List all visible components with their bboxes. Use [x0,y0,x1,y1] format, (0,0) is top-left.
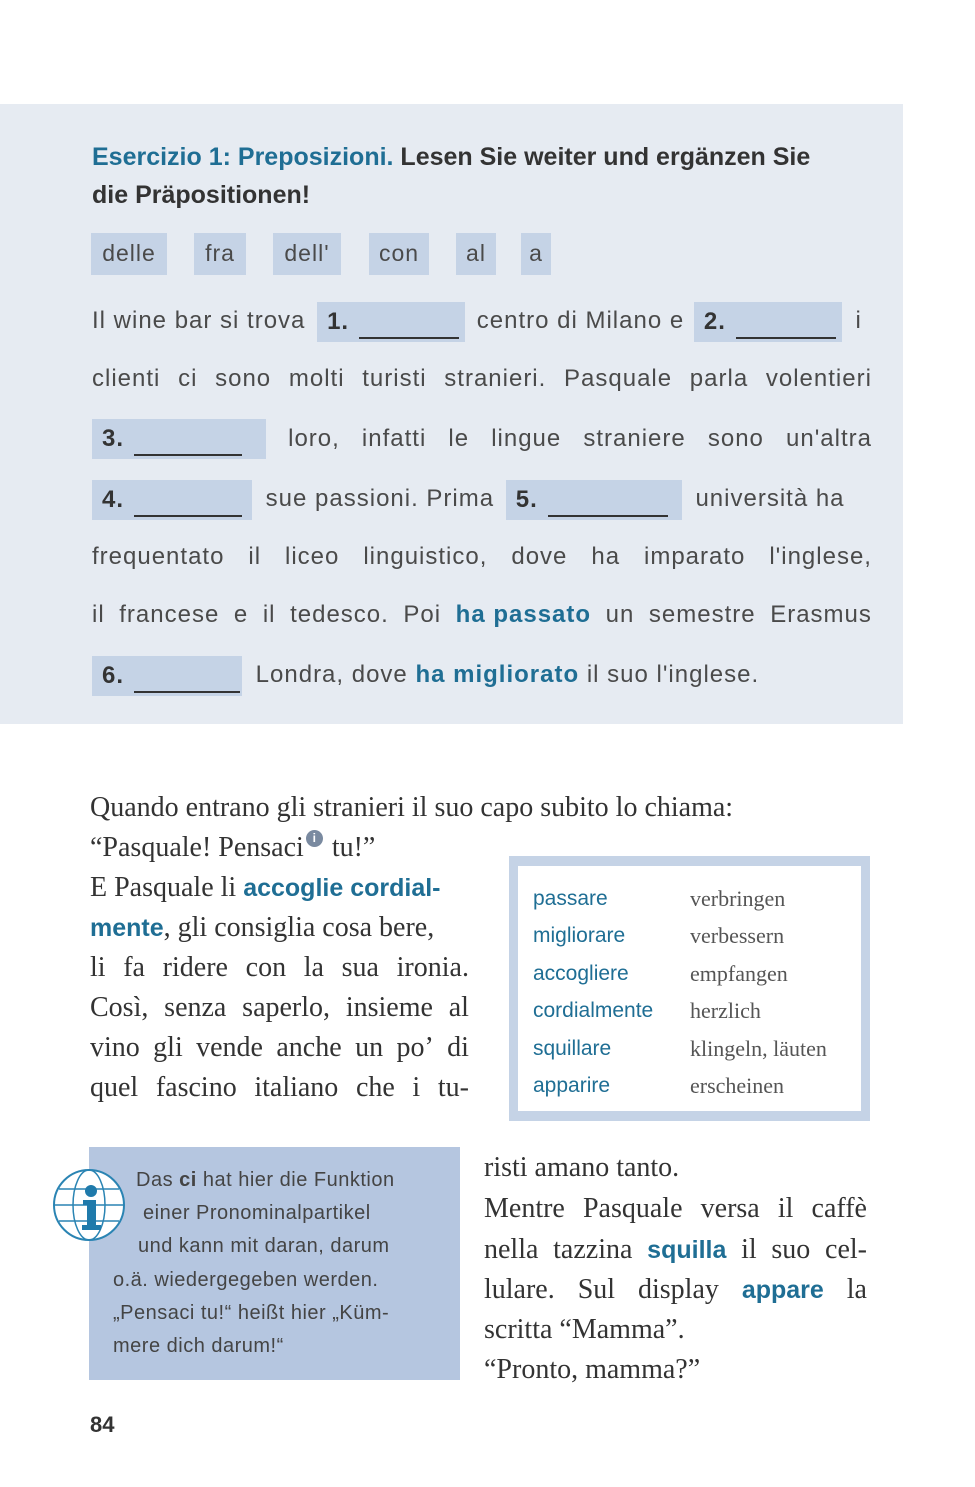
blank-6[interactable]: 6. [92,656,242,696]
exercise-line-2: clienti ci sono molti turisti stranieri. Pasquale parla volentieri [92,365,872,392]
keyword-accoglie-cordialmente: accoglie cordial- [243,874,441,902]
blank-2[interactable]: 2. [694,302,842,342]
note-line-5: „Pensaci tu!“ heißt hier „Küm- [113,1302,390,1324]
info-icon[interactable]: i [306,830,323,847]
story-line-6: Così, senza saperlo, insieme al [90,992,469,1023]
blank-1[interactable]: 1. [317,302,465,342]
blank-5[interactable]: 5. [506,480,682,520]
story-line-10: Mentre Pasquale versa il caffè [484,1193,867,1224]
blank-4[interactable]: 4. [92,480,252,520]
exercise-line-4: 4. sue passioni. Prima 5. università ha [92,479,872,520]
story-line-9: risti amano tanto. [484,1152,680,1183]
note-line-2: einer Pronominalpartikel [143,1202,371,1224]
exercise-line-5: frequentato il liceo linguistico, dove ha imparato l'inglese, [92,543,872,570]
story-line-8: quel fascino italiano che i tu- [90,1072,469,1103]
text-segment: centro di Milano e [476,307,685,334]
exercise-title-accent: Esercizio 1: Preposizioni. [92,143,394,171]
info-globe-icon [51,1167,127,1243]
story-line-4: mente, gli consiglia cosa bere, [90,912,435,943]
exercise-title-line2: die Präpositionen! [92,181,311,209]
story-line-7: vino gli vende anche un po’ di [90,1032,469,1063]
story-line-13: scritta “Mamma”. [484,1314,685,1345]
word-chip-delle: delle [91,233,167,275]
blank-3[interactable]: 3. [92,419,266,459]
story-line-11: nella tazzina squilla il suo cel- [484,1230,867,1270]
exercise-line-6: il francese e il tedesco. Poi ha passato un semestre Erasmus [92,595,872,635]
exercise-title [92,138,872,214]
keyword-squilla: squilla [647,1236,727,1264]
keyword-ha-passato: ha passato [455,601,592,628]
word-chip-fra: fra [194,233,246,275]
page-number: 84 [90,1412,115,1437]
exercise-line-7: 6. Londra, dove ha migliorato il suo l'inglese. [92,655,872,696]
word-chip-dell: dell' [273,233,341,275]
exercise-line-1 [92,301,872,342]
story-line-2: “Pasquale! Pensaci i tu!” [90,831,376,863]
story-line-3: E Pasquale li accoglie cordial- [90,872,441,903]
story-line-5: li fa ridere con la sua ironia. [90,952,469,983]
note-line-4: o.ä. wiedergegeben werden. [113,1269,379,1291]
note-line-6: mere dich darum!“ [113,1335,284,1357]
keyword-ha-migliorato: ha migliorato [415,661,580,688]
keyword-appare: appare [741,1276,824,1304]
exercise-title-rest: Lesen Sie weiter und ergänzen Sie [393,143,811,171]
word-chip-a: a [521,233,551,275]
note-line-3: und kann mit daran, darum [138,1235,390,1257]
text-segment: Il wine bar si trova [92,307,306,334]
text-segment: i [855,307,862,334]
story-line-14: “Pronto, mamma?” [484,1354,701,1385]
word-chip-con: con [369,233,429,275]
story-line-1: Quando entrano gli stranieri il suo capo subito lo chiama: [90,792,734,823]
story-line-12: lulare. Sul display appare la [484,1270,867,1310]
word-chip-al: al [456,233,496,275]
exercise-line-3: 3. loro, infatti le lingue straniere sono un'altra [92,419,872,459]
note-line-1: Das ci hat hier die Funktion [136,1169,395,1191]
